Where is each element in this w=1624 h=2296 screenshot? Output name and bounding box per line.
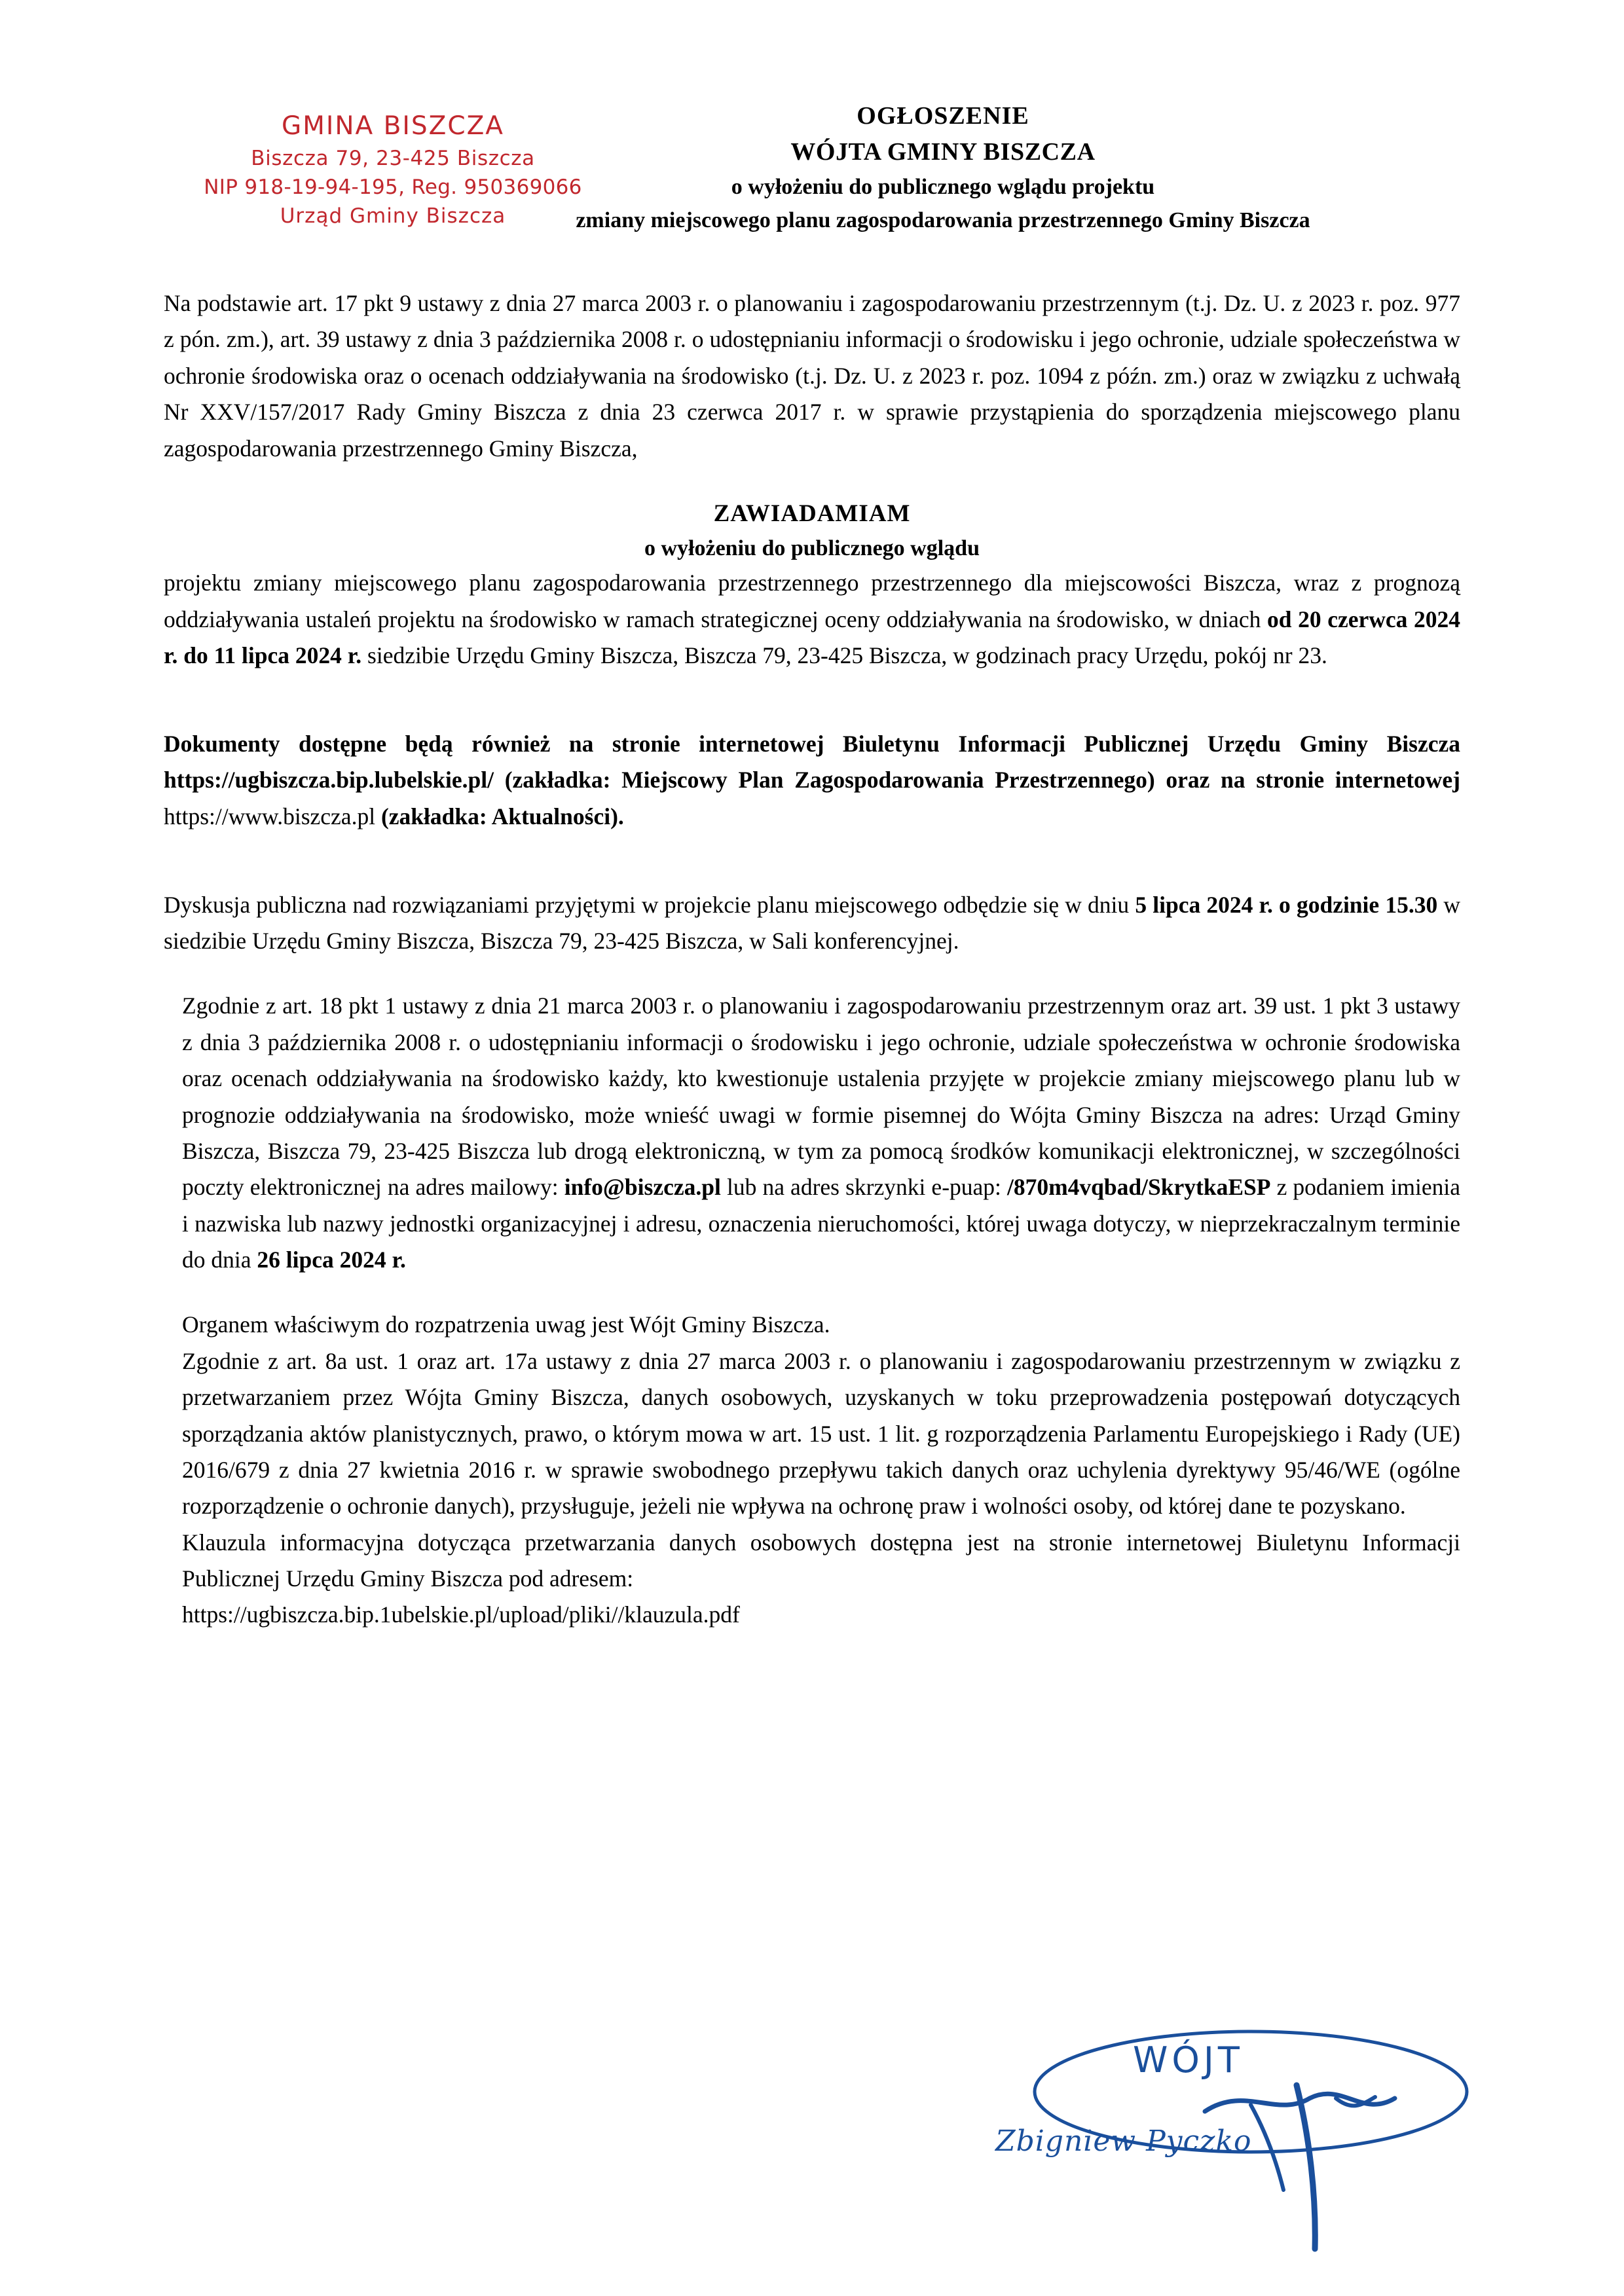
discussion-text-before: Dyskusja publiczna nad rozwiązaniami przyjętymi w projekcie planu miejscowego odbędzie się w dniu xyxy=(164,891,1135,918)
exhibition-dates: od 20 czerwca 2024 r. do 11 lipca 2024 r. xyxy=(164,606,1460,669)
discussion-datetime: 5 lipca 2024 r. o godzinie 15.30 xyxy=(1135,891,1438,918)
remarks-text-b: lub na adres skrzynki e-puap: xyxy=(720,1174,1007,1201)
remarks-text-a: Zgodnie z art. 18 pkt 1 ustawy z dnia 21 marca 2003 r. o planowaniu i zagospodarowaniu przestrzennym oraz art. 39 ust. 1 pkt 3 ustawy z dnia 3 października 2008 r. o udostępnianiu informacji o środowisku i jego ochronie, udziale społeczeństwa w ochronie środowiska oraz ocenach oddziaływania na środowisko każdy, kto kwestionuje ustalenia przyjęte w projekcie zmiany miejscowego planu lub w prognozie oddziaływania na środowisko, może wnieść uwagi w formie pisemnej do Wójta Gminy Biszcza na adres: Urząd Gminy Biszcza, Biszcza 79, 23-425 Biszcza lub drogą elektroniczną, w tym za pomocą środków komunikacji elektronicznej, w szczególności poczty elektronicznej na adres mailowy: xyxy=(182,993,1460,1201)
documents-url: https://www.biszcza.pl xyxy=(164,803,381,829)
stamp-office: Urząd Gminy Biszcza xyxy=(280,204,506,228)
subheading-public-view: o wyłożeniu do publicznego wglądu xyxy=(644,536,980,561)
paragraph-documents xyxy=(164,726,1460,835)
title-subject: o wyłożeniu do publicznego wglądu projektu xyxy=(731,175,1155,200)
title-announcement: OGŁOSZENIE xyxy=(857,102,1029,130)
paragraph-rodo: Zgodnie z art. 8a ust. 1 oraz art. 17a ustawy z dnia 27 marca 2003 r. o planowaniu i zagospodarowaniu przestrzennym w związku z przetwarzaniem przez Wójta Gminy Biszcza, danych osobowych, uzyskanych w toku przeprowadzenia postępowań dotyczących sporządzania aktów planistycznych, prawo, o którym mowa w art. 15 ust. 1 lit. g rozporządzenia Parlamentu Europejskiego i Rady (UE) 2016/679 z dnia 27 kwietnia 2016 r. w sprawie swobodnego przepływu takich danych oraz uchylenia dyrektywy 95/46/WE (ogólne rozporządzenie o ochronie danych), przysługuje, jeżeli nie wpływa na ochronę praw i wolności osoby, od której dane te pozyskano. xyxy=(182,1347,1460,1520)
document-header xyxy=(164,79,1460,268)
title-plan: zmiany miejscowego planu zagospodarowania przestrzennego Gminy Biszcza xyxy=(576,208,1310,233)
signature-title: WÓJT xyxy=(1133,2039,1244,2081)
title-authority: WÓJTA GMINY BISZCZA xyxy=(790,138,1096,166)
title-block xyxy=(426,98,1460,237)
paragraph-authority: Organem właściwym do rozpatrzenia uwag jest Wójt Gminy Biszcza. xyxy=(182,1311,830,1338)
paragraph-clause: Klauzula informacyjna dotycząca przetwarzania danych osobowych dostępna jest na stronie internetowej Biuletynu Informacji Publicznej Urzędu Gminy Biszcza pod adresem: xyxy=(182,1529,1460,1592)
heading-zawiadamiam: ZAWIADAMIAM xyxy=(713,500,911,527)
discussion-text-after: w siedzibie Urzędu Gminy Biszcza, Biszcza 79, 23-425 Biszcza, w Sali konferencyjnej. xyxy=(164,891,1460,954)
stamp-address: Biszcza 79, 23-425 Biszcza xyxy=(251,147,535,171)
paragraph-clause-url: https://ugbiszcza.bip.1ubelskie.pl/upload/pliki//klauzula.pdf xyxy=(182,1601,740,1628)
contact-email: info@biszcza.pl xyxy=(564,1174,721,1201)
stamp-nip-regon: NIP 918-19-94-195, Reg. 950369066 xyxy=(204,175,582,200)
paragraph-remarks xyxy=(164,988,1460,1278)
remarks-text-c: z podaniem imienia i nazwiska lub nazwy jednostki organizacyjnej i adresu, oznaczenia nieruchomości, której uwaga dotyczy, w nieprzekraczalnym terminie do dnia xyxy=(182,1174,1460,1273)
epuap-address: /870m4vqbad/SkrytkaESP xyxy=(1007,1174,1271,1201)
signature-block xyxy=(969,2020,1545,2255)
documents-text-bold-1: Dokumenty dostępne będą również na stronie internetowej Biuletynu Informacji Publicznej Urzędu Gminy Biszcza https://ugbiszcza.bip.lubelskie.pl/ (zakładka: Miejscowy Plan Zagospodarowania Przestrzennego) oraz na stronie internetowej xyxy=(164,731,1460,793)
documents-text-bold-2: (zakładka: Aktualności). xyxy=(380,803,624,829)
paragraph-public-discussion xyxy=(164,887,1460,960)
exhibition-text-after: siedzibie Urzędu Gminy Biszcza, Biszcza 79, 23-425 Biszcza, w godzinach pracy Urzędu, pokój nr 23. xyxy=(361,642,1327,669)
signature-name: Zbigniew Pyczko xyxy=(995,2124,1252,2158)
paragraph-legal-basis: Na podstawie art. 17 pkt 9 ustawy z dnia 27 marca 2003 r. o planowaniu i zagospodarowaniu przestrzennym (t.j. Dz. U. z 2023 r. poz. 977 z pón. zm.), art. 39 ustawy z dnia 3 października 2008 r. o udostępnianiu informacji o środowisku i jego ochronie, udziale społeczeństwa w ochronie środowiska oraz o ocenach oddziaływania na środowisko (t.j. Dz. U. z 2023 r. poz. 1094 z późn. zm.) oraz w związku z uchwałą Nr XXV/157/2017 Rady Gminy Biszcza z dnia 23 czerwca 2017 r. w sprawie przystąpienia do sporządzenia miejscowego planu zagospodarowania przestrzennego Gminy Biszcza, xyxy=(164,290,1460,462)
stamp-municipality: GMINA BISZCZA xyxy=(282,111,504,141)
remarks-deadline: 26 lipca 2024 r. xyxy=(257,1247,406,1273)
exhibition-text-before: projektu zmiany miejscowego planu zagospodarowania przestrzennego przestrzennego dla miejscowości Biszcza, wraz z prognozą oddziaływania ustaleń projektu na środowisko w ramach strategicznej oceny oddziaływania na środowisko, w dniach xyxy=(164,570,1460,632)
paragraph-exhibition xyxy=(164,565,1460,674)
